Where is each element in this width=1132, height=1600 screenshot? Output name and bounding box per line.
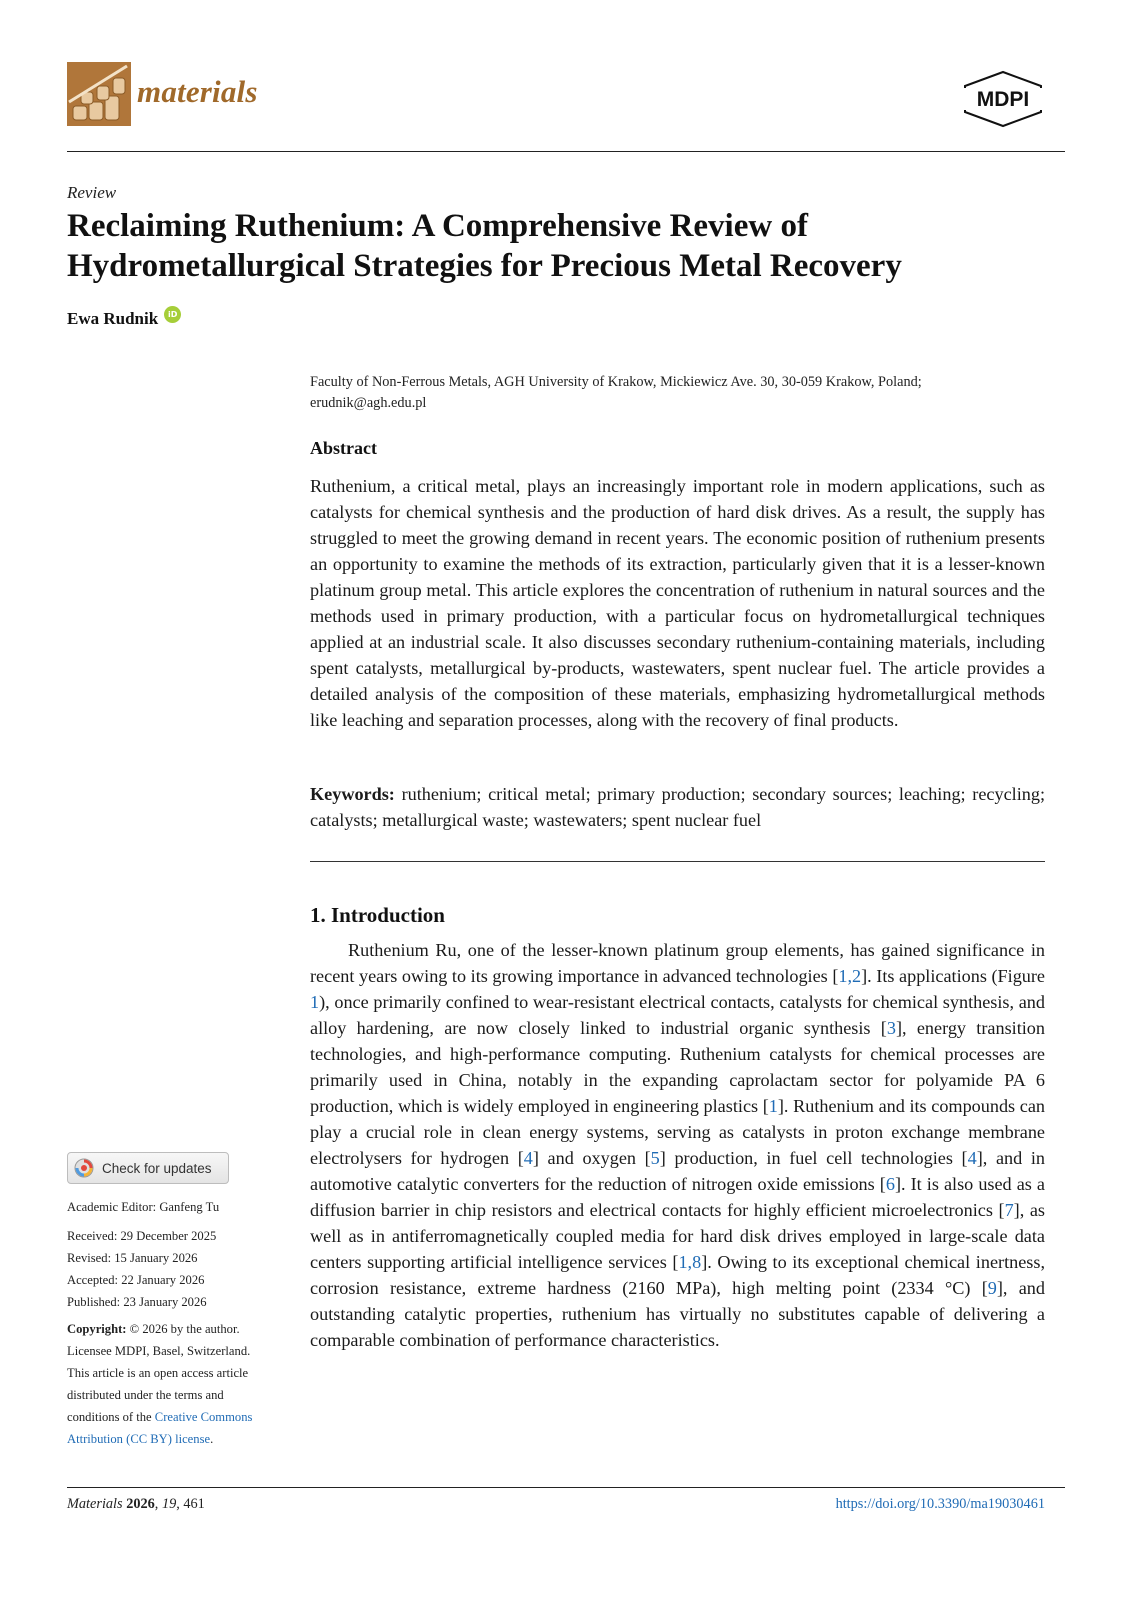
author-row	[67, 309, 181, 329]
citation-link[interactable]: 1,8	[678, 1252, 702, 1272]
section-heading-introduction: 1. Introduction	[310, 903, 445, 927]
publication-dates	[67, 1225, 297, 1313]
footer-year: 2026	[126, 1496, 155, 1512]
header-divider	[67, 151, 1065, 152]
check-updates-icon	[74, 1158, 94, 1178]
title-line-2: Hydrometallurgical Strategies for Precious Metal Recovery	[67, 248, 902, 284]
publisher-name: MDPI	[976, 88, 1030, 111]
abstract-heading: Abstract	[310, 438, 377, 458]
citation-link[interactable]: 1	[768, 1096, 778, 1116]
citation-link[interactable]: 9	[987, 1278, 997, 1298]
abstract-text: Ruthenium, a critical metal, plays an increasingly important role in modern applications, such as catalysts for chemical synthesis and the production of hard disk drives. As a result, the supply has struggled to meet the growing demand in recent years. The economic position of ruthenium presents an opportunity to examine the methods of its extraction, particularly given that it is a lesser-known platinum group metal. This article explores the concentration of ruthenium in natural sources and the methods used in primary production, with a particular focus on hydrometallurgical techniques applied at an industrial scale. It also discusses secondary ruthenium-containing materials, including spent catalysts, metallurgical by-products, wastewaters, spent nuclear fuel. The article provides a detailed analysis of the composition of these materials, emphasizing hydrometallurgical methods like leaching and separation processes, along with the recovery of final products.	[310, 476, 1045, 730]
date-published: Published: 23 January 2026	[67, 1295, 207, 1309]
date-received: Received: 29 December 2025	[67, 1229, 217, 1243]
footer-volume: 19	[161, 1496, 177, 1512]
citation-link[interactable]: 1,2	[838, 966, 862, 986]
date-accepted: Accepted: 22 January 2026	[67, 1273, 205, 1287]
academic-editor: Academic Editor: Ganfeng Tu	[67, 1200, 220, 1214]
orcid-icon[interactable]: iD	[164, 306, 181, 323]
citation-link[interactable]: 6	[885, 1174, 895, 1194]
citation-link[interactable]: 5	[650, 1148, 660, 1168]
article-title	[67, 206, 1067, 286]
journal-logo-icon	[67, 62, 131, 126]
check-for-updates-button[interactable]	[67, 1152, 229, 1184]
copyright-label: Copyright:	[67, 1322, 127, 1336]
footer-divider	[67, 1487, 1065, 1488]
affiliation	[310, 372, 1050, 414]
author-name[interactable]: Ewa Rudnik	[67, 309, 159, 328]
doi-link[interactable]: https://doi.org/10.3390/ma19030461	[835, 1496, 1045, 1512]
citation-link[interactable]: 3	[886, 1018, 896, 1038]
keywords-label: Keywords:	[310, 784, 395, 804]
license-link-cont[interactable]: Attribution (CC BY) license	[67, 1432, 211, 1446]
mdpi-logo-icon	[961, 70, 1045, 128]
date-revised: Revised: 15 January 2026	[67, 1251, 198, 1265]
figure-link[interactable]: 1	[310, 992, 320, 1012]
keywords-text: ruthenium; critical metal; primary production; secondary sources; leaching; recycling; catalysts; metallurgical waste; wastewaters; spent nuclear fuel	[310, 784, 1046, 830]
footer-article-number: , 461	[176, 1496, 205, 1512]
journal-name: materials	[137, 74, 258, 109]
keywords	[310, 781, 1045, 833]
citation-link[interactable]: 4	[523, 1148, 533, 1168]
article-type: Review	[67, 183, 117, 202]
affiliation-email[interactable]: erudnik@agh.edu.pl	[310, 395, 427, 411]
footer-journal: Materials	[67, 1496, 123, 1512]
citation-info: Materials 2026, 19, 461	[67, 1496, 205, 1512]
citation-link[interactable]: 4	[967, 1148, 977, 1168]
check-updates-label: Check for updates	[102, 1160, 212, 1176]
title-line-1: Reclaiming Ruthenium: A Comprehensive Review of	[67, 208, 808, 244]
affiliation-line-1: Faculty of Non-Ferrous Metals, AGH University of Krakow, Mickiewicz Ave. 30, 30-059 Krakow, Poland;	[310, 374, 922, 390]
copyright-notice: Copyright: © 2026 by the author. Licensee MDPI, Basel, Switzerland. This article is an open access article distributed under the terms and conditions of the Creative Commons Attribution (CC BY) license.	[67, 1322, 253, 1446]
citation-link[interactable]: 7	[1004, 1200, 1014, 1220]
license-link[interactable]: Creative Commons	[154, 1410, 253, 1424]
section-divider	[310, 861, 1045, 862]
introduction-paragraph: Ruthenium Ru, one of the lesser-known platinum group elements, has gained significance in recent years owing to its growing importance in advanced technologies [1,2]. Its applications (Figure 1), once primarily confined to wear-resistant electrical contacts, catalysts for chemical synthesis, and alloy hardening, are now closely linked to industrial organic synthesis [3], energy transition technologies, and high-performance computing. Ruthenium catalysts for chemical processes are primarily used in China, notably in the expanding caprolactam sector for polyamide PA 6 production, which is widely employed in engineering plastics [1]. Ruthenium and its compounds can play a crucial role in clean energy systems, serving as catalysts in proton exchange membrane electrolysers for hydrogen [4] and oxygen [5] production, in fuel cell technologies [4], and in automotive catalytic converters for the reduction of nitrogen oxide emissions [6]. It is also used as a diffusion barrier in chip resistors and electrical contacts for highly efficient microelectronics [7], as well as in antiferromagnetically coupled media for hard disk drives employed in large-scale data centers supporting artificial intelligence services [1,8]. Owing to its exceptional chemical inertness, corrosion resistance, extreme hardness (2160 MPa), high melting point (2334 °C) [9], and outstanding catalytic properties, ruthenium has virtually no substitutes capable of delivering a comparable combination of performance characteristics.	[310, 940, 1046, 1350]
